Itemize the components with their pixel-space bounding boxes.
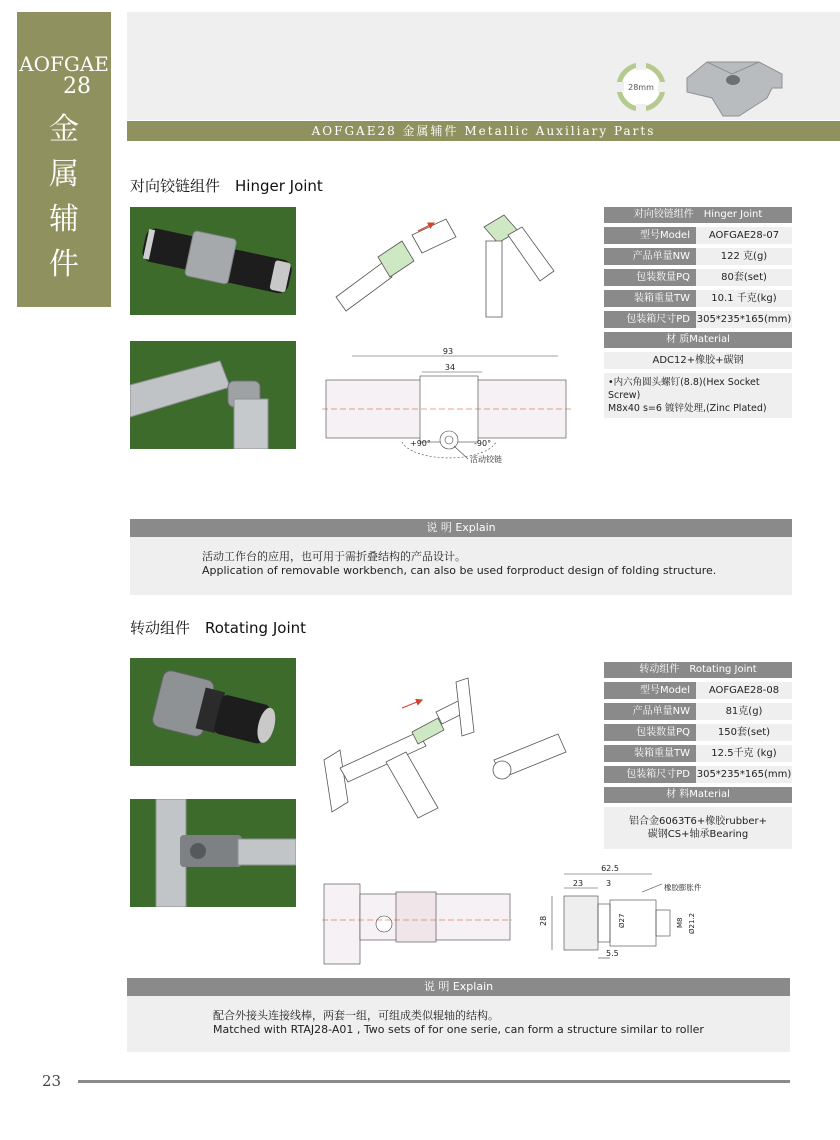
side-tab-char-1: 金 <box>49 112 79 147</box>
spec-header: 对向铰链组件 Hinger Joint <box>604 207 792 223</box>
dim-55: 5.5 <box>606 949 619 958</box>
header-illustration <box>127 12 840 120</box>
side-tab-number: 28 <box>63 74 91 99</box>
material-line2: 碳钢CS+轴承Bearing <box>647 829 749 840</box>
dim-23: 23 <box>572 879 584 888</box>
explain-text <box>127 996 790 1037</box>
section1-title: 对向铰链组件 Hinger Joint <box>130 177 323 195</box>
material-line1: 铝合金6063T6+橡胶rubber+ <box>628 816 768 827</box>
spec-row: 型号Model AOFGAE28-08 <box>604 682 792 699</box>
explain-header: 说 明 Explain <box>127 978 790 996</box>
rubber-callout: 橡胶膨胀件 <box>664 883 702 892</box>
hinge-spec-table <box>604 207 792 418</box>
explain-line-cn: 活动工作台的应用，也可用于需折叠结构的产品设计。 <box>202 550 466 563</box>
rotating-photo-2 <box>130 799 296 907</box>
dim-inner: 34 <box>444 363 456 372</box>
spec-row: 产品单量NW 122 克(g) <box>604 248 792 265</box>
material-value <box>604 807 792 849</box>
spec-header: 转动组件 Rotating Joint <box>604 662 792 678</box>
spec-row: 装箱重量TW 12.5千克 (kg) <box>604 745 792 762</box>
explain-line-en: Application of removable workbench, can also be used forproduct design of folding structure. <box>202 564 717 577</box>
dim-overall: 93 <box>442 347 454 356</box>
hinge-dimension-drawing <box>322 346 572 466</box>
explain-box-2 <box>127 978 790 1052</box>
dim-3: 3 <box>606 879 612 888</box>
screw-note-line1: •内六角圆头螺钉(8.8)(Hex Socket Screw) <box>608 377 760 401</box>
hinge-callout: 活动铰链 <box>470 455 502 464</box>
side-tab <box>17 12 111 307</box>
spec-row: 产品单量NW 81克(g) <box>604 703 792 720</box>
dim-27: Ø27 <box>618 913 626 928</box>
hinge-assembly-drawing <box>322 205 570 325</box>
material-value: ADC12+橡胶+碳钢 <box>604 352 792 369</box>
material-header: 材 料Material <box>604 787 792 803</box>
rotating-assembly-drawing <box>318 672 578 832</box>
header-panel <box>127 12 840 120</box>
page-number: 23 <box>42 1072 62 1090</box>
material-header: 材 质Material <box>604 332 792 348</box>
spec-row: 型号Model AOFGAE28-07 <box>604 227 792 244</box>
angle-plus: +90° <box>410 439 431 448</box>
spec-row: 装箱重量TW 10.1 千克(kg) <box>604 290 792 307</box>
explain-text <box>130 537 792 578</box>
rotating-photo-1 <box>130 658 296 766</box>
spec-row: 包装数量PQ 80套(set) <box>604 269 792 286</box>
dim-212: Ø21.2 <box>688 912 696 934</box>
dim-m8: M8 <box>676 917 684 928</box>
side-tab-char-2: 属 <box>49 157 79 192</box>
hinge-photo-1 <box>130 207 296 315</box>
rotating-section-drawing <box>322 876 512 966</box>
rotating-spec-table <box>604 662 792 849</box>
explain-box-1 <box>130 519 792 595</box>
explain-header: 说 明 Explain <box>130 519 792 537</box>
dim-28: 28 <box>539 915 548 926</box>
explain-line-cn: 配合外接头连接线棒，两套一组，可组成类似辊轴的结构。 <box>213 1009 499 1022</box>
angle-minus: -90° <box>474 439 492 448</box>
footer-divider <box>78 1080 790 1083</box>
bracket-part-icon <box>687 62 782 116</box>
side-tab-char-4: 件 <box>49 247 79 282</box>
spec-row: 包装箱尺寸PD 305*235*165(mm) <box>604 766 792 783</box>
side-tab-brand: AOFGAE <box>19 52 109 76</box>
spec-row: 包装数量PQ 150套(set) <box>604 724 792 741</box>
profile-ring-icon <box>615 61 667 113</box>
side-tab-char-3: 辅 <box>49 202 79 237</box>
explain-line-en: Matched with RTAJ28-A01 , Two sets of for one serie, can form a structure similar to roller <box>213 1023 704 1036</box>
section2-title: 转动组件 Rotating Joint <box>130 619 307 637</box>
dim-62: 62.5 <box>601 864 619 873</box>
hinge-photo-2 <box>130 341 296 449</box>
header-band: AOFGAE28 金属辅件 Metallic Auxiliary Parts <box>127 121 840 141</box>
screw-note <box>604 373 792 418</box>
profile-label: 28mm <box>628 83 654 92</box>
spec-row: 包装箱尺寸PD 305*235*165(mm) <box>604 311 792 328</box>
rotating-dimension-drawing <box>532 862 722 962</box>
screw-note-line2: M8x40 s=6 镀锌处理,(Zinc Plated) <box>608 403 767 414</box>
